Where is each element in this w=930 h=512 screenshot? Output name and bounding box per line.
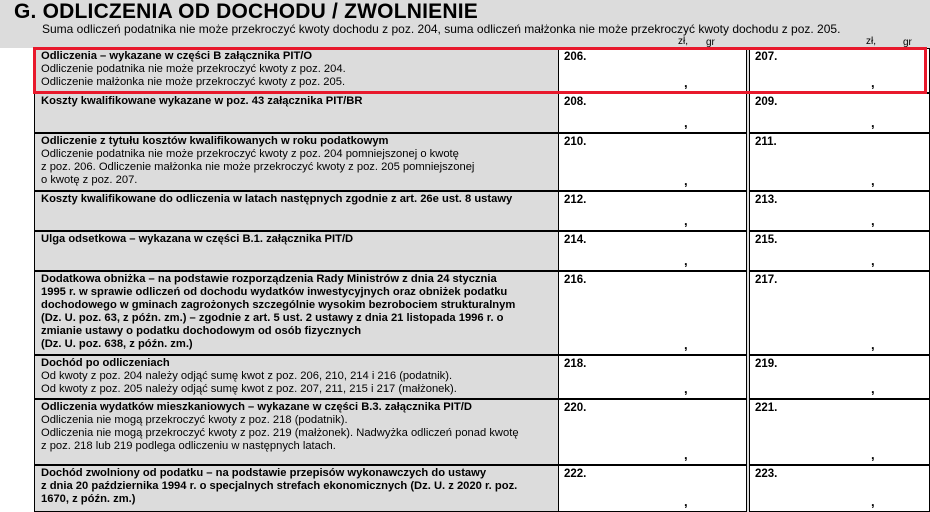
amount-field-217[interactable] bbox=[749, 271, 930, 355]
position-number: 216. bbox=[564, 274, 587, 286]
row-218-219 bbox=[34, 355, 930, 399]
position-number: 219. bbox=[755, 358, 778, 370]
row-title: Odliczenia wydatków mieszkaniowych – wykazane w części B.3. załącznika PIT/D bbox=[41, 401, 472, 413]
amount-field-222[interactable] bbox=[558, 465, 747, 512]
row-description: Od kwoty z poz. 204 należy odjąć sumę kwot z poz. 206, 210, 214 i 216 (podatnik). Od kwoty z poz. 205 należy odjąć sumę kwot z poz. 207, 211, 215 i 217 (małżonek). bbox=[41, 370, 457, 395]
decimal-separator: , bbox=[684, 494, 688, 509]
amount-field-208[interactable] bbox=[558, 93, 747, 133]
amount-field-219[interactable] bbox=[749, 355, 930, 399]
section-header bbox=[0, 0, 930, 48]
decimal-separator: , bbox=[871, 494, 875, 509]
row-label bbox=[34, 355, 559, 399]
position-number: 221. bbox=[755, 402, 778, 414]
decimal-separator: , bbox=[684, 337, 688, 352]
decimal-separator: , bbox=[684, 115, 688, 130]
decimal-separator: , bbox=[684, 447, 688, 462]
decimal-separator: , bbox=[684, 213, 688, 228]
decimal-separator: , bbox=[871, 115, 875, 130]
unit-zl-col2: zł, bbox=[866, 36, 876, 47]
row-title: Dochód zwolniony od podatku – na podstawie przepisów wykonawczych do ustawy z dnia 20 października 1994 r. o specjalnych strefach ekonomicznych (Dz. U. z 2020 r. poz. 1670, z późn. zm.) bbox=[41, 467, 518, 505]
row-208-209 bbox=[34, 93, 930, 133]
row-title: Koszty kwalifikowane do odliczenia w latach następnych zgodnie z art. 26e ust. 8 ustawy bbox=[41, 193, 513, 205]
row-description: Odliczenie podatnika nie może przekroczyć kwoty z poz. 204 pomniejszonej o kwotę z poz. 206. Odliczenie małżonka nie może przekroczyć kwoty z poz. 205 pomniejszonej o kwotę z poz. 207. bbox=[41, 148, 475, 186]
section-title: G. ODLICZENIA OD DOCHODU / ZWOLNIENIE bbox=[14, 0, 478, 23]
position-number: 207. bbox=[755, 51, 778, 63]
row-label bbox=[34, 133, 559, 191]
row-label bbox=[34, 48, 559, 93]
row-220-221 bbox=[34, 399, 930, 465]
decimal-separator: , bbox=[871, 173, 875, 188]
amount-field-209[interactable] bbox=[749, 93, 930, 133]
decimal-separator: , bbox=[684, 381, 688, 396]
decimal-separator: , bbox=[871, 447, 875, 462]
amount-field-215[interactable] bbox=[749, 231, 930, 271]
row-title: Ulga odsetkowa – wykazana w części B.1. załącznika PIT/D bbox=[41, 233, 354, 245]
decimal-separator: , bbox=[871, 381, 875, 396]
row-label bbox=[34, 399, 559, 465]
unit-gr-col1: gr bbox=[706, 37, 715, 48]
row-title: Dodatkowa obniżka – na podstawie rozporządzenia Rady Ministrów z dnia 24 stycznia 1995 r. w sprawie odliczeń od dochodu wydatków inwestycyjnych oraz obniżek podatku dochodowego w gminach zagrożonych szczególnie wysokim bezrobociem strukturalnym (Dz. U. poz. 63, z późn. zm.) – zgodnie z art. 5 ust. 2 ustawy z dnia 21 listopada 1996 r. o zmianie ustawy o podatku dochodowym od osób fizycznych (Dz. U. poz. 638, z późn. zm.) bbox=[41, 273, 516, 350]
amount-field-207[interactable] bbox=[749, 48, 930, 93]
position-number: 223. bbox=[755, 468, 778, 480]
position-number: 215. bbox=[755, 234, 778, 246]
position-number: 213. bbox=[755, 194, 778, 206]
amount-field-206[interactable] bbox=[558, 48, 747, 93]
amount-field-214[interactable] bbox=[558, 231, 747, 271]
position-number: 208. bbox=[564, 96, 587, 108]
amount-field-213[interactable] bbox=[749, 191, 930, 231]
row-210-211 bbox=[34, 133, 930, 191]
row-label bbox=[34, 93, 559, 133]
amount-field-218[interactable] bbox=[558, 355, 747, 399]
row-214-215 bbox=[34, 231, 930, 271]
position-number: 220. bbox=[564, 402, 587, 414]
position-number: 206. bbox=[564, 51, 587, 63]
row-label bbox=[34, 191, 559, 231]
amount-field-211[interactable] bbox=[749, 133, 930, 191]
position-number: 209. bbox=[755, 96, 778, 108]
decimal-separator: , bbox=[871, 213, 875, 228]
row-title: Koszty kwalifikowane wykazane w poz. 43 załącznika PIT/BR bbox=[41, 95, 363, 107]
row-222-223 bbox=[34, 465, 930, 512]
row-label bbox=[34, 271, 559, 355]
row-title: Odliczenie z tytułu kosztów kwalifikowanych w roku podatkowym bbox=[41, 135, 389, 147]
row-description: Odliczenie podatnika nie może przekroczyć kwoty z poz. 204. Odliczenie małżonka nie może przekroczyć kwoty z poz. 205. bbox=[41, 63, 346, 88]
position-number: 212. bbox=[564, 194, 587, 206]
row-label bbox=[34, 231, 559, 271]
row-title: Dochód po odliczeniach bbox=[41, 357, 170, 369]
row-title: Odliczenia – wykazane w części B załącznika PIT/O bbox=[41, 50, 313, 62]
position-number: 210. bbox=[564, 136, 587, 148]
row-label bbox=[34, 465, 559, 512]
unit-gr-col2: gr bbox=[903, 37, 912, 48]
row-216-217 bbox=[34, 271, 930, 355]
decimal-separator: , bbox=[684, 173, 688, 188]
amount-field-221[interactable] bbox=[749, 399, 930, 465]
deductions-table bbox=[34, 48, 930, 512]
row-212-213 bbox=[34, 191, 930, 231]
position-number: 211. bbox=[755, 136, 777, 148]
amount-field-223[interactable] bbox=[749, 465, 930, 512]
row-206-207 bbox=[34, 48, 930, 93]
decimal-separator: , bbox=[684, 253, 688, 268]
section-note: Suma odliczeń podatnika nie może przekroczyć kwoty dochodu z poz. 204, suma odliczeń małżonka nie może przekroczyć kwoty dochodu z poz. 205. bbox=[42, 22, 841, 36]
amount-field-220[interactable] bbox=[558, 399, 747, 465]
amount-field-216[interactable] bbox=[558, 271, 747, 355]
amount-field-212[interactable] bbox=[558, 191, 747, 231]
position-number: 222. bbox=[564, 468, 587, 480]
position-number: 214. bbox=[564, 234, 587, 246]
position-number: 218. bbox=[564, 358, 587, 370]
decimal-separator: , bbox=[871, 337, 875, 352]
row-description: Odliczenia nie mogą przekroczyć kwoty z poz. 218 (podatnik). Odliczenia nie mogą przekroczyć kwoty z poz. 219 (małżonek). Nadwyżka odliczeń ponad kwotę z poz. 218 lub 219 podlega odliczeniu w następnych latach. bbox=[41, 414, 519, 452]
decimal-separator: , bbox=[871, 75, 875, 90]
unit-zl-col1: zł, bbox=[678, 36, 688, 47]
amount-field-210[interactable] bbox=[558, 133, 747, 191]
position-number: 217. bbox=[755, 274, 778, 286]
decimal-separator: , bbox=[871, 253, 875, 268]
decimal-separator: , bbox=[684, 75, 688, 90]
